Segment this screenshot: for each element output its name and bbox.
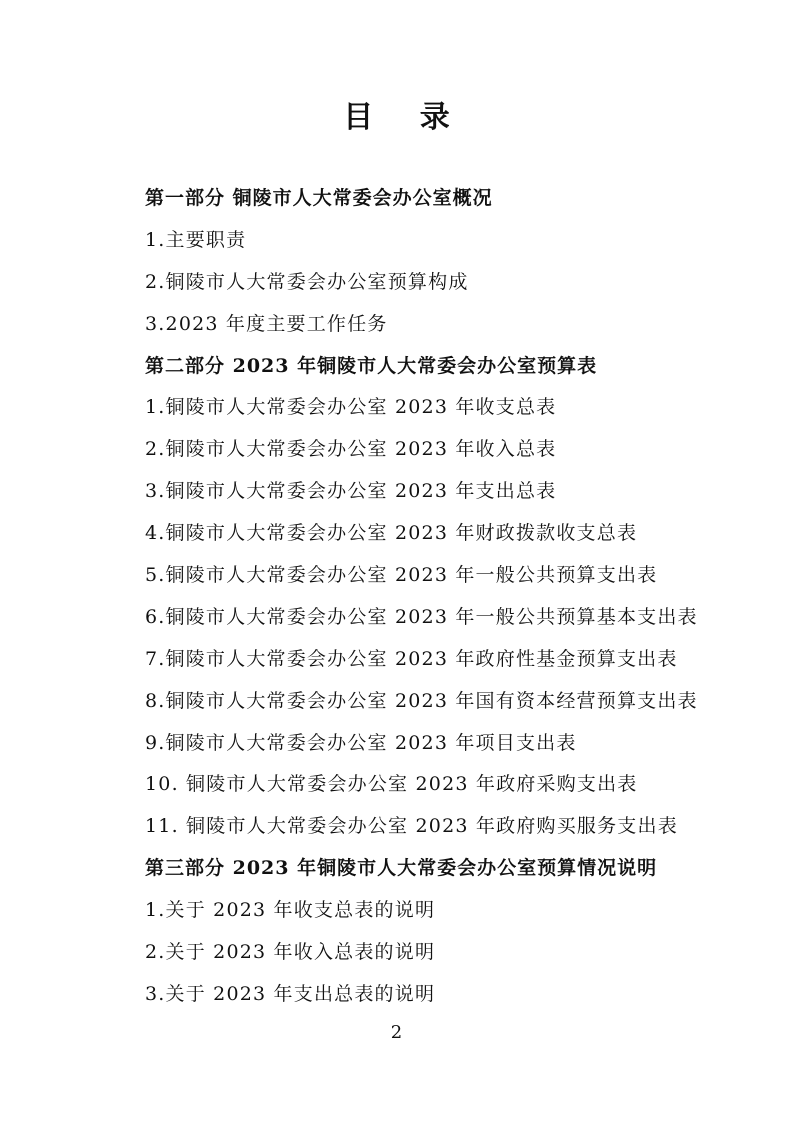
page-number: 2 [390, 1022, 403, 1043]
toc-item-text: 第三部分 2023 年铜陵市人大常委会办公室预算情况说明 [145, 857, 658, 880]
toc-item-text: 11. 铜陵市人大常委会办公室 2023 年政府购买服务支出表 [145, 815, 678, 838]
toc-item [145, 387, 698, 429]
toc-item [145, 806, 698, 848]
toc-item [145, 764, 698, 806]
toc-item-text: 7.铜陵市人大常委会办公室 2023 年政府性基金预算支出表 [145, 647, 678, 670]
toc-item-text: 2.关于 2023 年收入总表的说明 [145, 941, 436, 964]
toc-item [145, 220, 698, 262]
toc-item [145, 178, 698, 220]
toc-item-text: 第二部分 2023 年铜陵市人大常委会办公室预算表 [145, 354, 598, 377]
toc-item [145, 346, 698, 388]
toc-item-text: 3.铜陵市人大常委会办公室 2023 年支出总表 [145, 480, 557, 503]
toc-item-text: 3.关于 2023 年支出总表的说明 [145, 982, 436, 1005]
table-of-contents [145, 178, 698, 1016]
toc-item-text: 9.铜陵市人大常委会办公室 2023 年项目支出表 [145, 731, 577, 754]
toc-item [145, 555, 698, 597]
toc-item-text: 2.铜陵市人大常委会办公室 2023 年收入总表 [145, 438, 557, 461]
toc-item [145, 890, 698, 932]
toc-item [145, 974, 698, 1016]
toc-item-text: 5.铜陵市人大常委会办公室 2023 年一般公共预算支出表 [145, 564, 658, 587]
toc-item-text: 第一部分 铜陵市人大常委会办公室概况 [145, 187, 493, 209]
toc-item-text: 2.铜陵市人大常委会办公室预算构成 [145, 270, 469, 293]
toc-item [145, 639, 698, 681]
toc-item-text: 6.铜陵市人大常委会办公室 2023 年一般公共预算基本支出表 [145, 605, 698, 628]
toc-item [145, 597, 698, 639]
toc-title: 目 录 [343, 100, 468, 135]
toc-item [145, 848, 698, 890]
toc-item [145, 471, 698, 513]
toc-item [145, 262, 698, 304]
toc-item-text: 10. 铜陵市人大常委会办公室 2023 年政府采购支出表 [145, 773, 638, 796]
toc-item [145, 513, 698, 555]
toc-item-text: 1.铜陵市人大常委会办公室 2023 年收支总表 [145, 396, 557, 419]
toc-item [145, 932, 698, 974]
toc-item-text: 1.主要职责 [145, 228, 247, 251]
toc-item-text: 3.2023 年度主要工作任务 [145, 312, 388, 335]
toc-item [145, 429, 698, 471]
toc-item-text: 1.关于 2023 年收支总表的说明 [145, 899, 436, 922]
toc-item [145, 681, 698, 723]
toc-item [145, 304, 698, 346]
toc-item [145, 723, 698, 765]
toc-item-text: 8.铜陵市人大常委会办公室 2023 年国有资本经营预算支出表 [145, 689, 698, 712]
toc-item-text: 4.铜陵市人大常委会办公室 2023 年财政拨款收支总表 [145, 522, 638, 545]
